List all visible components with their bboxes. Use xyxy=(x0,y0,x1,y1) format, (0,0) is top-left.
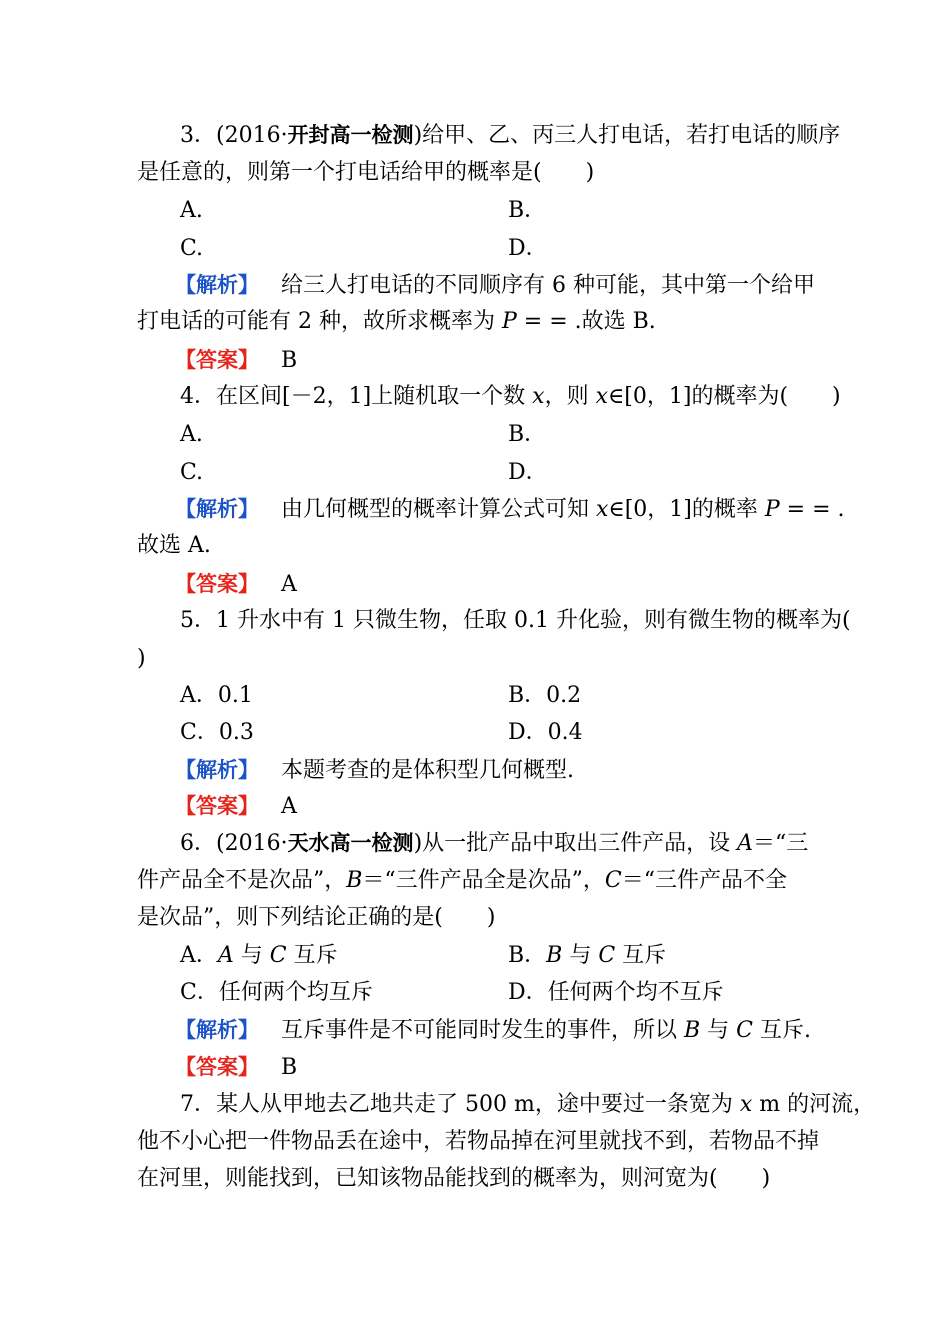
q5-option-c: C．0.3 xyxy=(180,720,254,745)
q4-option-a: A. xyxy=(180,422,203,447)
q4-line1: 4．在区间[－2，1]上随机取一个数 x，则 x∈[0，1]的概率为( ) xyxy=(180,384,841,409)
q6-option-b: B．B 与 C 互斥 xyxy=(508,943,667,968)
q5-option-d: D．0.4 xyxy=(508,720,583,745)
q6-option-a: A．A 与 C 互斥 xyxy=(180,943,338,968)
q4-analysis-line2: 故选 A. xyxy=(137,533,211,558)
q6-line2: 件产品全不是次品”，B＝“三件产品全是次品”，C＝“三件产品不全 xyxy=(137,868,788,893)
q6-source: 天水高一检测 xyxy=(287,831,414,855)
q3-option-c: C. xyxy=(180,236,204,261)
q6-option-c: C．任何两个均互斥 xyxy=(180,980,373,1005)
q6-line3: 是次品”，则下列结论正确的是( ) xyxy=(137,905,496,930)
q6-line1: 6．(2016·天水高一检测)从一批产品中取出三件产品，设 A＝“三 xyxy=(180,831,809,856)
q3-answer: 【答案】 B xyxy=(175,348,298,373)
q3-line2: 是任意的，则第一个打电话给甲的概率是( ) xyxy=(137,160,595,185)
answer-label: 【答案】 xyxy=(175,794,259,818)
q4-option-b: B． xyxy=(508,422,547,447)
q4-answer: 【答案】 A xyxy=(175,572,297,597)
q3-analysis: 【解析】 给三人打电话的不同顺序有 6 种可能，其中第一个给甲 xyxy=(175,273,815,298)
q5-option-a: A．0.1 xyxy=(180,683,253,708)
q3-line1: 3．(2016·开封高一检测)给甲、乙、丙三人打电话，若打电话的顺序 xyxy=(180,123,841,148)
analysis-label: 【解析】 xyxy=(175,758,259,782)
answer-label: 【答案】 xyxy=(175,572,259,596)
q4-option-c: C. xyxy=(180,460,204,485)
q3-analysis-line2: 打电话的可能有 2 种，故所求概率为 P = = .故选 B. xyxy=(137,309,656,334)
q5-analysis: 【解析】 本题考查的是体积型几何概型. xyxy=(175,758,574,783)
q7-line3: 在河里，则能找到，已知该物品能找到的概率为，则河宽为( ) xyxy=(137,1166,771,1191)
q6-option-d: D．任何两个均不互斥 xyxy=(508,980,724,1005)
q5-line1: 5．1 升水中有 1 只微生物，任取 0.1 升化验，则有微生物的概率为( xyxy=(180,608,851,633)
analysis-label: 【解析】 xyxy=(175,497,259,521)
q7-line1: 7．某人从甲地去乙地共走了 500 m，途中要过一条宽为 x m 的河流， xyxy=(180,1092,876,1117)
q7-line2: 他不小心把一件物品丢在途中，若物品掉在河里就找不到，若物品不掉 xyxy=(137,1129,820,1154)
q5-line2: ) xyxy=(137,646,146,671)
analysis-label: 【解析】 xyxy=(175,1018,259,1042)
q4-option-d: D． xyxy=(508,460,548,485)
q5-answer: 【答案】 A xyxy=(175,794,297,819)
analysis-label: 【解析】 xyxy=(175,273,259,297)
q3-source: 开封高一检测 xyxy=(287,123,414,147)
q3-option-d: D． xyxy=(508,236,548,261)
q5-option-b: B．0.2 xyxy=(508,683,582,708)
q4-analysis: 【解析】 由几何概型的概率计算公式可知 x∈[0，1]的概率 P = = . xyxy=(175,497,845,522)
answer-label: 【答案】 xyxy=(175,348,259,372)
answer-label: 【答案】 xyxy=(175,1055,259,1079)
q3-option-a: A. xyxy=(180,198,203,223)
q3-option-b: B． xyxy=(508,198,547,223)
q6-analysis: 【解析】 互斥事件是不可能同时发生的事件，所以 B 与 C 互斥. xyxy=(175,1018,812,1043)
q6-answer: 【答案】 B xyxy=(175,1055,298,1080)
